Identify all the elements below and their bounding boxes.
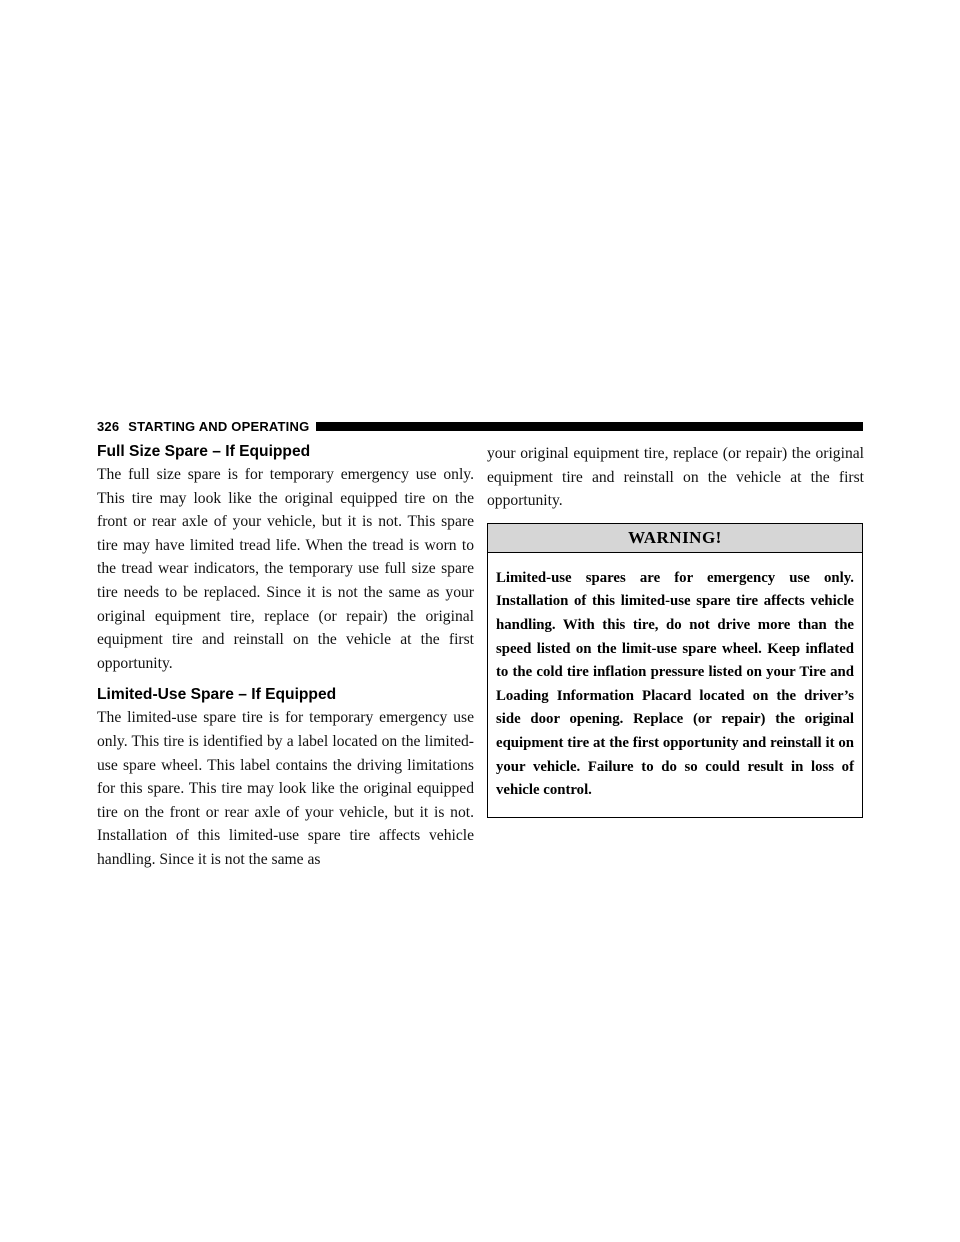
warning-box	[487, 523, 863, 818]
running-header	[97, 418, 863, 434]
limited-use-spare-paragraph-continued: your original equipment tire, replace (or repair) the original equipment tire and reinstall on the vehicle at the first opportunity.	[487, 445, 864, 510]
header-rule	[316, 422, 863, 431]
limited-use-spare-heading: Limited-Use Spare – If Equipped	[97, 686, 337, 704]
section-title: STARTING AND OPERATING	[128, 418, 310, 434]
limited-use-spare-paragraph: The limited-use spare tire is for temporary emergency use only. This tire is identified by a label located on the limited-use spare wheel. This label contains the driving limitations for this spare. This tire may look like the original equipped tire on the front or rear axle of your vehicle, but it is not. Installation of this limited-use spare tire affects vehicle handling. Since it is not the same as	[97, 709, 474, 868]
left-column	[97, 442, 474, 872]
full-size-spare-heading: Full Size Spare – If Equipped	[97, 443, 311, 460]
warning-title: WARNING!	[488, 524, 862, 553]
full-size-spare-paragraph: The full size spare is for temporary emergency use only. This tire may look like the original equipped tire on the front or rear axle of your vehicle, but it is not. This spare tire may have limited tread life. When the tread is worn to the tread wear indicators, the temporary use full size spare tire needs to be replaced. Since it is not the same as your original equipment tire, replace (or repair) the original equipment tire and reinstall on the vehicle at the first opportunity.	[97, 466, 474, 672]
page-number: 326	[97, 418, 120, 434]
warning-text: Limited-use spares are for emergency use only. Installation of this limited-use spare tire affects vehicle handling. With this tire, do not drive more than the speed listed on the limit-use spare wheel. Keep inflated to the cold tire inflation pressure listed on your Tire and Loading Information Placard located on the driver’s side door opening. Replace (or repair) the original equipment tire at the first opportunity and reinstall it on your vehicle. Failure to do so could result in loss of vehicle control.	[496, 569, 854, 799]
right-column	[487, 442, 864, 818]
